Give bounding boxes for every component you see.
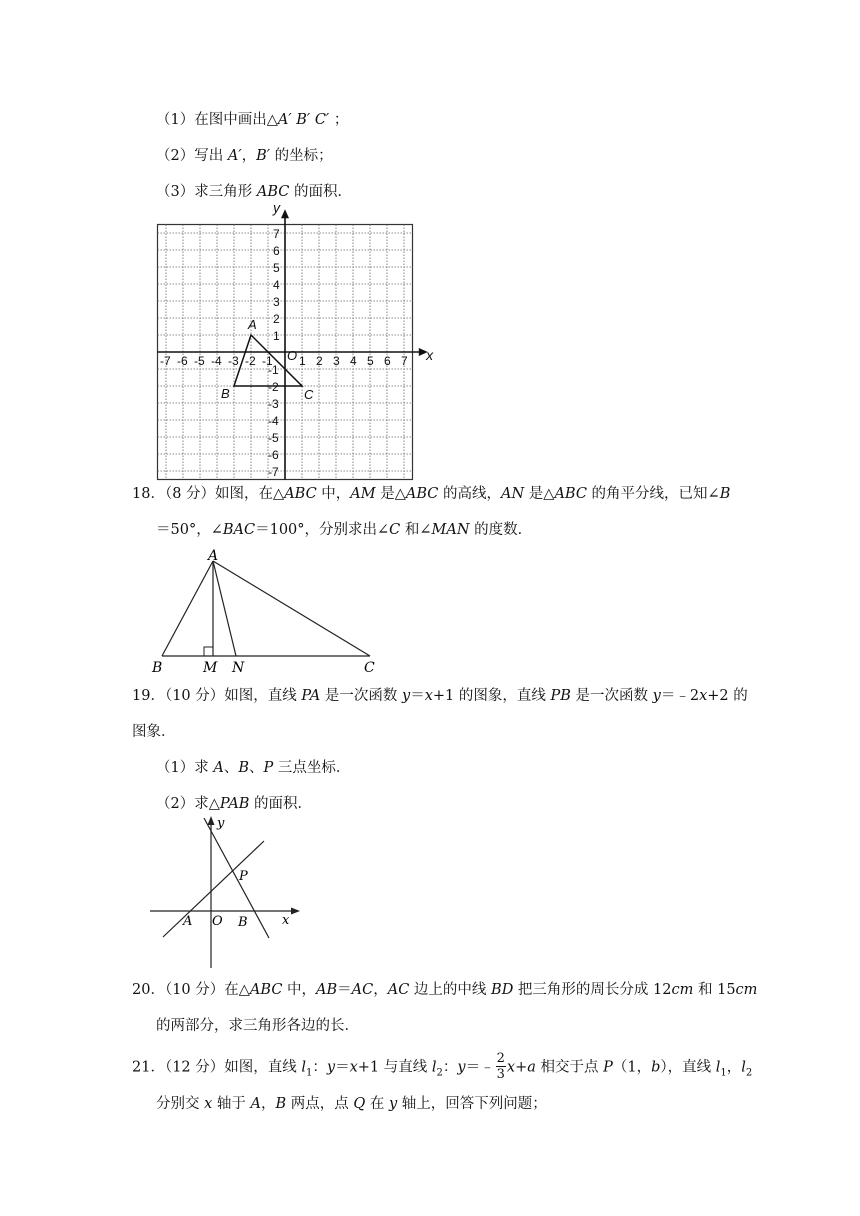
- x-tick-label: -3: [228, 354, 239, 368]
- y-axis-arrow: [281, 209, 289, 218]
- point-label-p: P: [239, 869, 248, 884]
- x-tick-label: -6: [177, 354, 188, 368]
- point-label-a: A: [248, 317, 257, 332]
- q18-text-line-1: 18．（8 分）如图，在△ABC 中，AM 是△ABC 的高线，AN 是△ABC 的角平分线，已知∠B: [132, 486, 731, 502]
- x-axis-label: x: [282, 913, 290, 928]
- point-label-n: N: [232, 660, 245, 676]
- x-tick-label: -5: [194, 354, 205, 368]
- y-tick-label: 1: [273, 329, 280, 343]
- y-tick-label: 3: [273, 295, 280, 309]
- y-tick-label: 7: [273, 227, 280, 241]
- y-tick-label: 2: [273, 312, 280, 326]
- side-ab: [162, 561, 213, 656]
- x-tick-label: -2: [245, 354, 256, 368]
- y-tick-label: 4: [273, 278, 280, 292]
- q18-text-line-2: ＝50°，∠BAC＝100°，分别求出∠C 和∠MAN 的度数．: [156, 522, 533, 538]
- fraction-two-thirds: $\frac{2}{3}$: [496, 1051, 505, 1082]
- q17-coordinate-grid: [150, 199, 450, 479]
- point-label-b: B: [152, 660, 163, 676]
- q19-subquestion-1: （1）求 A、B、P 三点坐标．: [156, 760, 351, 776]
- q17-subquestion-3: （3）求三角形 ABC 的面积．: [156, 184, 352, 200]
- q19-linear-functions-figure: [146, 812, 306, 972]
- q19-text-line-2: 图象．: [132, 724, 176, 740]
- q17-subquestion-1: （1）在图中画出△A′ B′ C′ ；: [156, 112, 349, 128]
- q20-text-line-2: 的两部分，求三角形各边的长．: [156, 1018, 359, 1034]
- y-tick-label: 5: [273, 261, 280, 275]
- right-angle-mark: [204, 647, 213, 656]
- x-tick-label: 6: [384, 354, 391, 368]
- side-ac: [213, 561, 370, 656]
- point-label-m: M: [203, 660, 218, 676]
- x-tick-label: -4: [211, 354, 222, 368]
- q17-subquestion-2: （2）写出 A′，B′ 的坐标；: [156, 148, 333, 164]
- x-tick-label: 1: [299, 354, 306, 368]
- point-label-b: B: [238, 915, 248, 930]
- y-tick-label: -3: [268, 397, 279, 411]
- y-tick-label: -2: [268, 380, 279, 394]
- x-tick-label: -1: [262, 354, 273, 368]
- q20-text-line-1: 20．（10 分）在△ABC 中，AB＝AC，AC 边上的中线 BD 把三角形的周长分成 12cm 和 15cm: [132, 982, 758, 998]
- point-label-c: C: [304, 387, 314, 402]
- point-label-a: A: [208, 548, 219, 564]
- y-axis-label: y: [273, 199, 280, 216]
- y-axis-label: y: [217, 816, 225, 831]
- x-tick-label: 2: [316, 354, 323, 368]
- x-axis-arrow: [291, 908, 300, 915]
- q19-subquestion-2: （2）求△PAB 的面积．: [156, 796, 313, 812]
- y-tick-label: -6: [268, 448, 279, 462]
- point-label-a: A: [183, 914, 193, 929]
- bisector-an: [213, 561, 236, 656]
- x-axis-label: x: [426, 347, 434, 363]
- y-axis-arrow: [208, 816, 215, 825]
- y-tick-label: -7: [268, 465, 279, 479]
- x-tick-label: 5: [367, 354, 374, 368]
- origin-label: O: [287, 348, 298, 363]
- point-label-c: C: [364, 660, 375, 676]
- q19-text-line-1: 19．（10 分）如图，直线 PA 是一次函数 y＝x+1 的图象，直线 PB 是一次函数 y＝﹣2x+2 的: [132, 688, 748, 704]
- y-tick-label: -5: [268, 431, 279, 445]
- point-label-b: B: [221, 386, 230, 401]
- y-tick-label: -4: [268, 414, 279, 428]
- x-tick-label: -7: [160, 354, 171, 368]
- x-tick-label: 4: [350, 354, 357, 368]
- q18-triangle-figure: [148, 548, 388, 678]
- origin-label: O: [212, 914, 223, 929]
- x-tick-label: 3: [333, 354, 340, 368]
- y-tick-label: -1: [268, 363, 279, 377]
- y-tick-label: 6: [273, 244, 280, 258]
- x-tick-label: 7: [401, 354, 408, 368]
- q21-text-line-2: 分别交 x 轴于 A，B 两点，点 Q 在 y 轴上，回答下列问题；: [156, 1096, 547, 1112]
- q21-text-line-1: 21．（12 分）如图，直线 $l_1$：y＝x+1 与直线 $l_2$：y＝﹣ $\frac{2}{3}$ x+a 相交于点 P（1，b），直线 $l_1$，$l_2$: [132, 1051, 753, 1082]
